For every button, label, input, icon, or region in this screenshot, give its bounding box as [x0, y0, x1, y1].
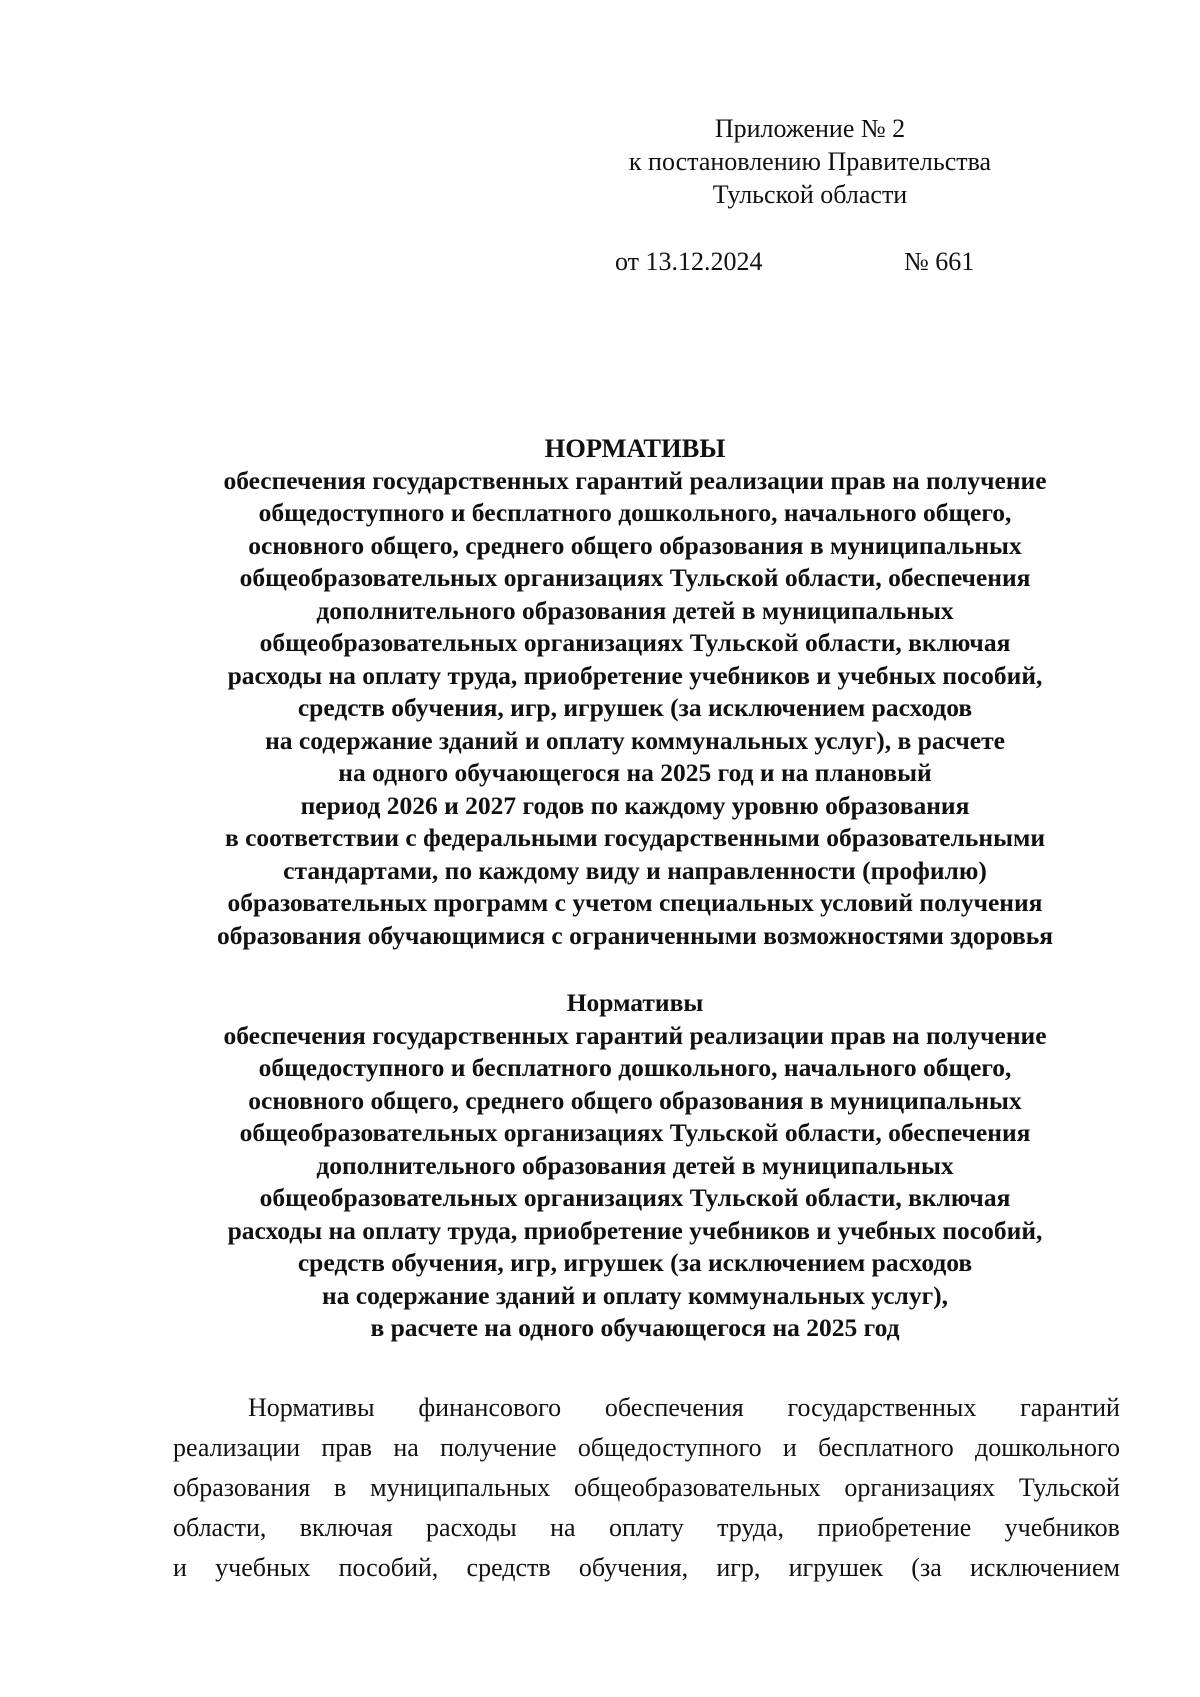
paragraph-word: включая	[299, 1513, 393, 1542]
title-line: общедоступного и бесплатного дошкольного, начального общего,	[258, 498, 1012, 527]
title-line: общеобразовательных организациях Тульской области, включая	[259, 628, 1011, 657]
section-line: общедоступного и бесплатного дошкольного, начального общего,	[258, 1053, 1012, 1082]
paragraph-word: государственных	[787, 1393, 977, 1422]
paragraph-word: обучения,	[578, 1553, 689, 1582]
section-line: средств обучения, игр, игрушек (за исключением расходов	[297, 1248, 973, 1277]
section-line: в расчете на одного обучающегося на 2025 год	[370, 1313, 900, 1342]
paragraph-word: общеобразовательных	[573, 1473, 821, 1502]
appendix-line-3: Тульской области	[712, 180, 908, 209]
title-line: образовательных программ с учетом специальных условий получения	[227, 888, 1043, 917]
title-line: период 2026 и 2027 годов по каждому уровню образования	[300, 790, 970, 820]
title-line: образования обучающимися с ограниченными возможностями здоровья	[217, 920, 1053, 950]
paragraph-word: и	[173, 1553, 187, 1582]
appendix-line-2: к постановлению Правительства	[628, 147, 992, 176]
section-heading-block	[160, 987, 1110, 1345]
section-title: Нормативы	[566, 988, 704, 1017]
title-line: дополнительного образования детей в муниципальных	[316, 595, 954, 625]
title-line: на одного обучающегося на 2025 год и на плановый	[338, 758, 932, 787]
title-line: на содержание зданий и оплату коммунальных услуг), в расчете	[265, 725, 1005, 755]
title-line: обеспечения государственных гарантий реализации прав на получение	[223, 465, 1047, 495]
section-line: дополнительного образования детей в муниципальных	[316, 1150, 954, 1180]
paragraph-line	[173, 1388, 1120, 1428]
paragraph-word: реализации	[173, 1433, 301, 1462]
paragraph-word: расходы	[426, 1513, 517, 1542]
paragraph-word: игр,	[716, 1553, 761, 1582]
paragraph-word: образования	[173, 1473, 311, 1502]
paragraph-word: труда,	[717, 1513, 785, 1542]
paragraph-word: дошкольного	[975, 1433, 1120, 1462]
paragraph-word: приобретение	[817, 1513, 972, 1542]
paragraph-word: учебных	[215, 1553, 311, 1582]
title-line: средств обучения, игр, игрушек (за исключением расходов	[297, 693, 973, 722]
paragraph-word: гарантий	[1020, 1393, 1120, 1422]
paragraph-word: области,	[173, 1513, 267, 1542]
section-line: общеобразовательных организациях Тульской области, обеспечения	[239, 1118, 1031, 1147]
paragraph-word: (за	[911, 1553, 942, 1582]
resolution-number: № 661	[904, 247, 975, 276]
paragraph-word: организациях	[844, 1473, 996, 1502]
paragraph-word: получение	[440, 1433, 557, 1462]
paragraph-word: бесплатного	[818, 1433, 954, 1462]
paragraph-word: учебников	[1004, 1513, 1120, 1542]
paragraph-word: в	[334, 1473, 347, 1502]
paragraph-word: на	[393, 1433, 419, 1462]
paragraph-word: средств	[466, 1553, 551, 1582]
paragraph-word: игрушек	[788, 1553, 884, 1582]
paragraph-line	[173, 1508, 1120, 1548]
paragraph-word: Тульской	[1018, 1473, 1120, 1502]
paragraph-word: пособий,	[338, 1553, 439, 1582]
document-title-block	[160, 432, 1110, 952]
document-title: НОРМАТИВЫ	[544, 433, 726, 463]
paragraph-word: исключением	[970, 1553, 1120, 1582]
paragraph-word: и	[782, 1433, 797, 1462]
paragraph-word: общедоступного	[577, 1433, 762, 1462]
title-line: расходы на оплату труда, приобретение учебников и учебных пособий,	[227, 660, 1043, 690]
title-line: в соответствии с федеральными государственными образовательными	[224, 823, 1046, 852]
paragraph-word: муниципальных	[370, 1473, 551, 1502]
title-line: общеобразовательных организациях Тульской области, обеспечения	[239, 563, 1031, 592]
paragraph-line	[173, 1428, 1120, 1468]
title-line: стандартами, по каждому виду и направленности (профилю)	[283, 855, 987, 885]
appendix-line-1: Приложение № 2	[714, 114, 906, 143]
resolution-date: от 13.12.2024	[615, 247, 763, 276]
paragraph-word: оплату	[608, 1513, 684, 1542]
paragraph-word: Нормативы	[248, 1393, 375, 1422]
paragraph-word: прав	[321, 1433, 373, 1462]
paragraph-word: обеспечения	[604, 1393, 744, 1422]
paragraph-line	[173, 1468, 1120, 1508]
paragraph-word: на	[550, 1513, 576, 1542]
section-line: основного общего, среднего общего образования в муниципальных	[248, 1085, 1022, 1115]
section-line: общеобразовательных организациях Тульской области, включая	[259, 1183, 1011, 1212]
appendix-header	[560, 112, 1060, 211]
body-paragraph	[173, 1388, 1120, 1588]
section-line: на содержание зданий и оплату коммунальных услуг),	[321, 1280, 949, 1310]
section-line: обеспечения государственных гарантий реализации прав на получение	[223, 1020, 1047, 1050]
section-line: расходы на оплату труда, приобретение учебников и учебных пособий,	[227, 1215, 1043, 1245]
paragraph-word: финансового	[418, 1393, 562, 1422]
paragraph-line	[173, 1548, 1120, 1588]
title-line: основного общего, среднего общего образования в муниципальных	[248, 530, 1022, 560]
